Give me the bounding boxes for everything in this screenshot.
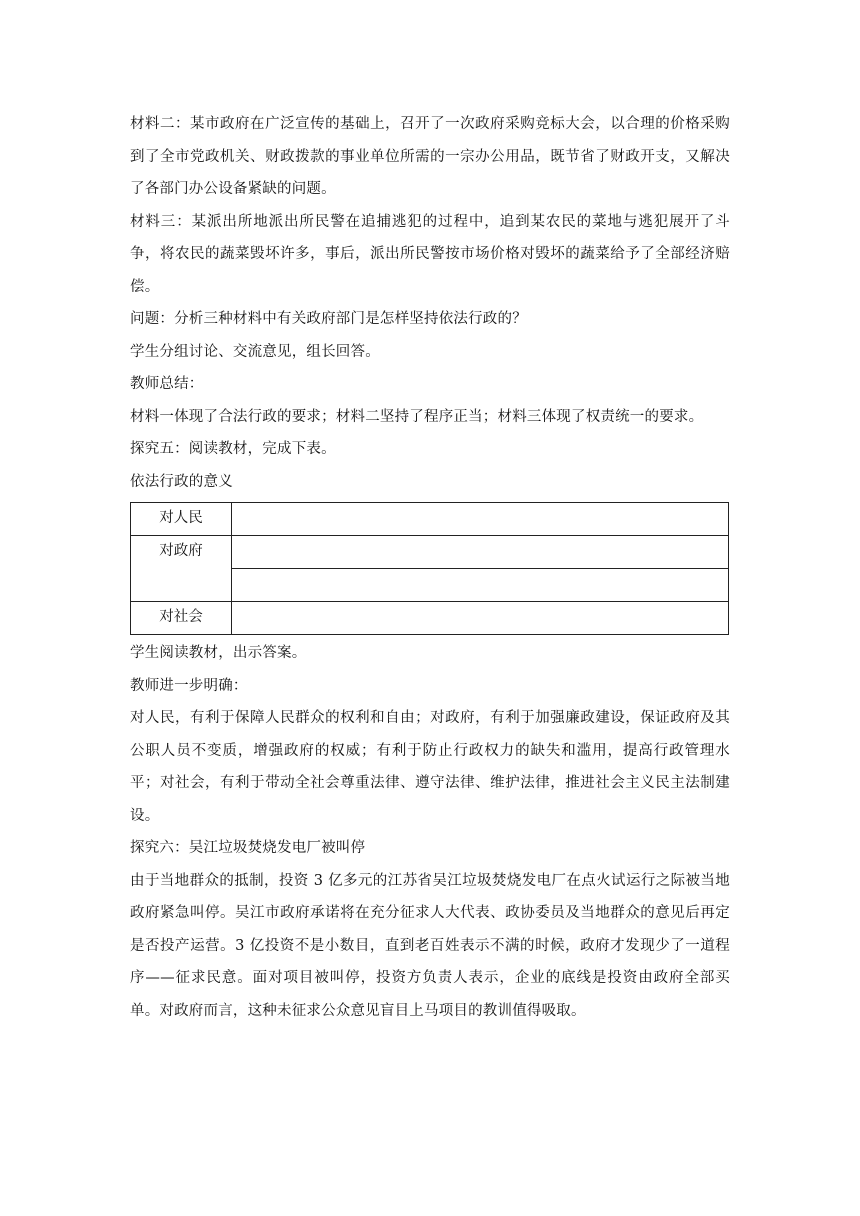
answer-text: 对人民，有利于保障人民群众的权利和自由；对政府，有利于加强廉政建设，保证政府及其公职人员不变质，增强政府的权威；有利于防止行政权力的缺失和滥用，提高行政管理水平；对社会，有利于带动全社会尊重法律、遵守法律、维护法律，推进社会主义民主法制建设。 [130, 710, 730, 824]
teacher-summary-label: 教师总结： [130, 376, 204, 392]
row-label-government: 对政府 [131, 536, 232, 602]
significance-table [130, 502, 729, 635]
student-read: 学生阅读教材，出示答案。 [130, 645, 307, 661]
row-label-people: 对人民 [131, 503, 232, 536]
table-title: 依法行政的意义 [130, 473, 233, 490]
blank-cell [232, 503, 729, 536]
question: 问题：分析三种材料中有关政府部门是怎样坚持依法行政的？ [130, 311, 527, 327]
material-three: 材料三：某派出所地派出所民警在追捕逃犯的过程中，追到某农民的菜地与逃犯展开了斗争，将农民的蔬菜毁坏许多，事后，派出所民警按市场价格对毁坏的蔬菜给予了全部经济赔偿。 [130, 213, 730, 295]
table-row [131, 602, 729, 635]
group-discussion: 学生分组讨论、交流意见，组长回答。 [130, 343, 380, 360]
row-label-society: 对社会 [131, 602, 232, 635]
case-text: 由于当地群众的抵制，投资 3 亿多元的江苏省吴江垃圾焚烧发电厂在点火试运行之际被当地政府紧急叫停。吴江市政府承诺将在充分征求人大代表、政协委员及当地群众的意见后再定是否投产运营。3 亿投资不是小数目，直到老百姓表示不满的时候，政府才发现少了一道程序——征求民意。面对项目被叫停，投资方负责人表示，企业的底线是投资由政府全部买单。对政府而言，这种未征求公众意见盲目上马项目的教训值得吸取。 [130, 872, 730, 1019]
document-page [130, 108, 730, 1027]
explore-six: 探究六：吴江垃圾焚烧发电厂被叫停 [130, 840, 366, 856]
blank-cell [232, 569, 729, 602]
table-row [131, 503, 729, 536]
blank-cell [232, 536, 729, 569]
table-row [131, 536, 729, 569]
material-two: 材料二：某市政府在广泛宣传的基础上，召开了一次政府采购竞标大会，以合理的价格采购到了全市党政机关、财政拨款的事业单位所需的一宗办公用品，既节省了财政开支，又解决了各部门办公设备紧缺的问题。 [130, 116, 730, 197]
explore-five: 探究五：阅读教材，完成下表。 [130, 441, 336, 457]
teacher-further: 教师进一步明确： [130, 677, 248, 694]
blank-cell [232, 602, 729, 635]
teacher-summary: 材料一体现了合法行政的要求；材料二坚持了程序正当；材料三体现了权责统一的要求。 [130, 408, 704, 425]
